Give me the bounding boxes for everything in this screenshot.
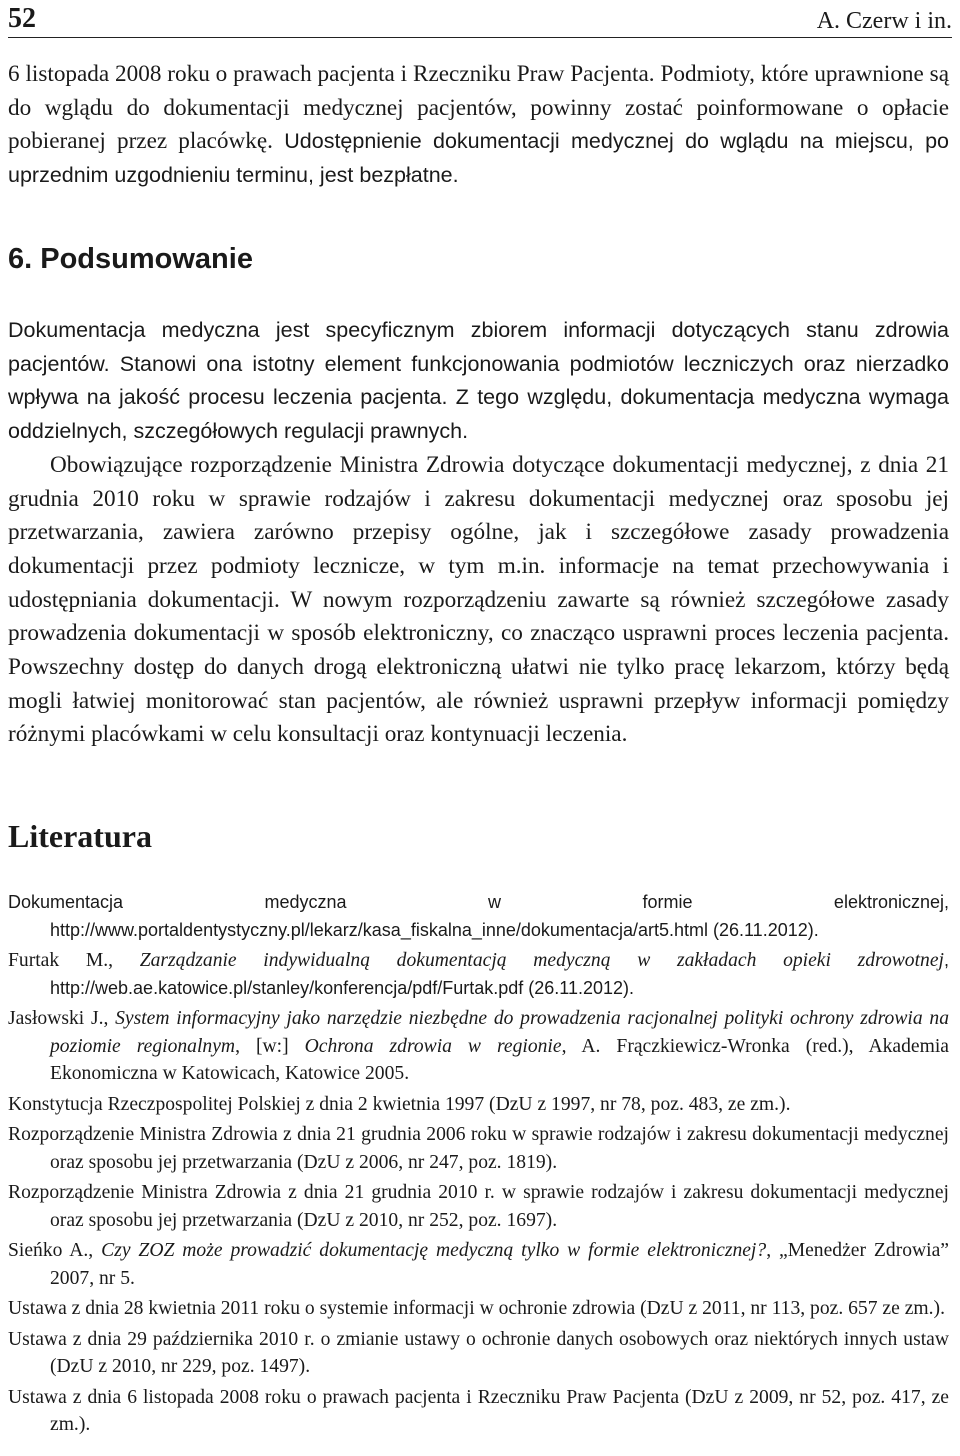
reference-item bbox=[8, 1237, 949, 1292]
section-heading: 6. Podsumowanie bbox=[8, 243, 253, 275]
reference-in: , [w:] bbox=[235, 1035, 305, 1057]
reference-text: Konstytucja Rzeczpospolitej Polskiej z dnia 2 kwietnia 1997 (DzU z 1997, nr 78, poz. 483, ze zm.). bbox=[8, 1093, 791, 1115]
reference-item bbox=[8, 1295, 949, 1323]
summary-paragraph-1: Dokumentacja medyczna jest specyficznym zbiorem informacji dotyczących stanu zdrowia pacjentów. Stanowi ona istotny element funkcjonowania podmiotów leczniczych oraz nierzadko wpływa na jakość procesu leczenia pacjenta. Z tego względu, dokumentacja medyczna wymaga oddzielnych, szczegółowych regulacji prawnych. bbox=[8, 318, 949, 444]
reference-author: Jasłowski J., bbox=[8, 1008, 116, 1029]
section-body bbox=[8, 314, 949, 752]
reference-author: Sieńko A., bbox=[8, 1240, 102, 1261]
reference-text: Ustawa z dnia 28 kwietnia 2011 roku o systemie informacji w ochronie zdrowia (DzU z 2011, nr 113, poz. 657 ze zm.). bbox=[8, 1298, 945, 1319]
reference-book-title: Ochrona zdrowia w regionie bbox=[304, 1035, 562, 1057]
reference-text: Ustawa z dnia 29 października 2010 r. o zmianie ustawy o ochronie danych osobowych oraz niektórych innych ustaw (DzU z 2010, nr 229, poz. 1497). bbox=[8, 1328, 949, 1377]
reference-title: System informacyjny jako narzędzie niezbędne do prowadzenia racjonalnej polityki ochrony zdrowia na poziomie regionalnym bbox=[50, 1008, 949, 1057]
reference-item bbox=[8, 1384, 949, 1439]
reference-item bbox=[8, 1121, 949, 1176]
reference-item bbox=[8, 1091, 949, 1119]
literature-heading: Literatura bbox=[8, 818, 152, 854]
reference-text: Ustawa z dnia 6 listopada 2008 roku o prawach pacjenta i Rzeczniku Praw Pacjenta (DzU z 2009, nr 52, poz. 417, ze zm.). bbox=[8, 1386, 949, 1435]
running-head: A. Czerw i in. bbox=[816, 8, 952, 34]
reference-source: , A. Frączkiewicz-Wronka (red.), Akademia Ekonomiczna w Katowicach, Katowice 2005. bbox=[50, 1035, 949, 1084]
reference-text: Rozporządzenie Ministra Zdrowia z dnia 21 grudnia 2010 r. w sprawie rodzajów i zakresu dokumentacji medycznej oraz sposobu jej przetwarzania (DzU z 2010, nr 252, poz. 1697). bbox=[8, 1182, 949, 1231]
reference-list bbox=[8, 889, 949, 1442]
reference-author: Furtak M., bbox=[8, 950, 140, 971]
reference-item bbox=[8, 1179, 949, 1234]
reference-item bbox=[8, 1326, 949, 1381]
intro-text-serif: 6 listopada 2008 roku o prawach pacjenta i Rzeczniku Praw Pacjenta. Podmioty, które uprawnione są do wglądu do dokumentacji medycznej pacjentów, powinny zostać poinformowane o opłacie pobieranej przez placówkę. bbox=[8, 61, 949, 155]
intro-text bbox=[8, 58, 949, 193]
page-header bbox=[8, 0, 952, 38]
intro-text-sans: Udostępnienie dokumentacji medycznej do wglądu na miejscu, po uprzednim uzgodnieniu terminu, jest bezpłatne. bbox=[8, 129, 949, 188]
reference-text: Dokumentacja medyczna w formie elektronicznej, http://www.portaldentystyczny.pl/lekarz/kasa_fiskalna_inne/dokumentacja/art5.html (26.11.2012). bbox=[8, 892, 949, 940]
reference-title: Zarządzanie indywidualną dokumentacją medyczną w zakładach opieki zdrowotnej bbox=[139, 950, 944, 971]
page-number: 52 bbox=[8, 3, 36, 34]
reference-item bbox=[8, 947, 949, 1002]
reference-title: Czy ZOZ może prowadzić dokumentację medyczną tylko w formie elektronicznej? bbox=[101, 1240, 767, 1261]
reference-item bbox=[8, 889, 949, 944]
summary-paragraph-2: Obowiązujące rozporządzenie Ministra Zdrowia dotyczące dokumentacji medycznej, z dnia 21 grudnia 2010 roku w sprawie rodzajów i zakresu dokumentacji medycznej oraz sposobu jej przetwarzania, zawiera zarówno przepisy ogólne, jak i szczegółowe zasady prowadzenia dokumentacji przez podmioty lecznicze, w tym m.in. informacje na temat przechowywania i udostępniania dokumentacji. W nowym rozporządzeniu zawarte są również szczegółowe zasady prowadzenia dokumentacji w sposób elektroniczny, co znacząco usprawni proces leczenia pacjenta. Powszechny dostęp do danych drogą elektroniczną ułatwi nie tylko pracę lekarzom, którzy będą mogli łatwiej monitorować stan pacjentów, ale również usprawni przepływ informacji pomiędzy różnymi placówkami w celu konsultacji oraz kontynuacji leczenia. bbox=[8, 451, 949, 748]
reference-text: Rozporządzenie Ministra Zdrowia z dnia 21 grudnia 2006 roku w sprawie rodzajów i zakresu dokumentacji medycznej oraz sposobu jej przetwarzania (DzU z 2006, nr 247, poz. 1819). bbox=[8, 1124, 949, 1173]
reference-source: , „Menedżer Zdrowia” 2007, nr 5. bbox=[50, 1240, 950, 1289]
intro-paragraph bbox=[8, 58, 949, 193]
reference-source: , http://web.ae.katowice.pl/stanley/konferencja/pdf/Furtak.pdf (26.11.2012). bbox=[50, 950, 949, 998]
reference-item bbox=[8, 1005, 949, 1088]
